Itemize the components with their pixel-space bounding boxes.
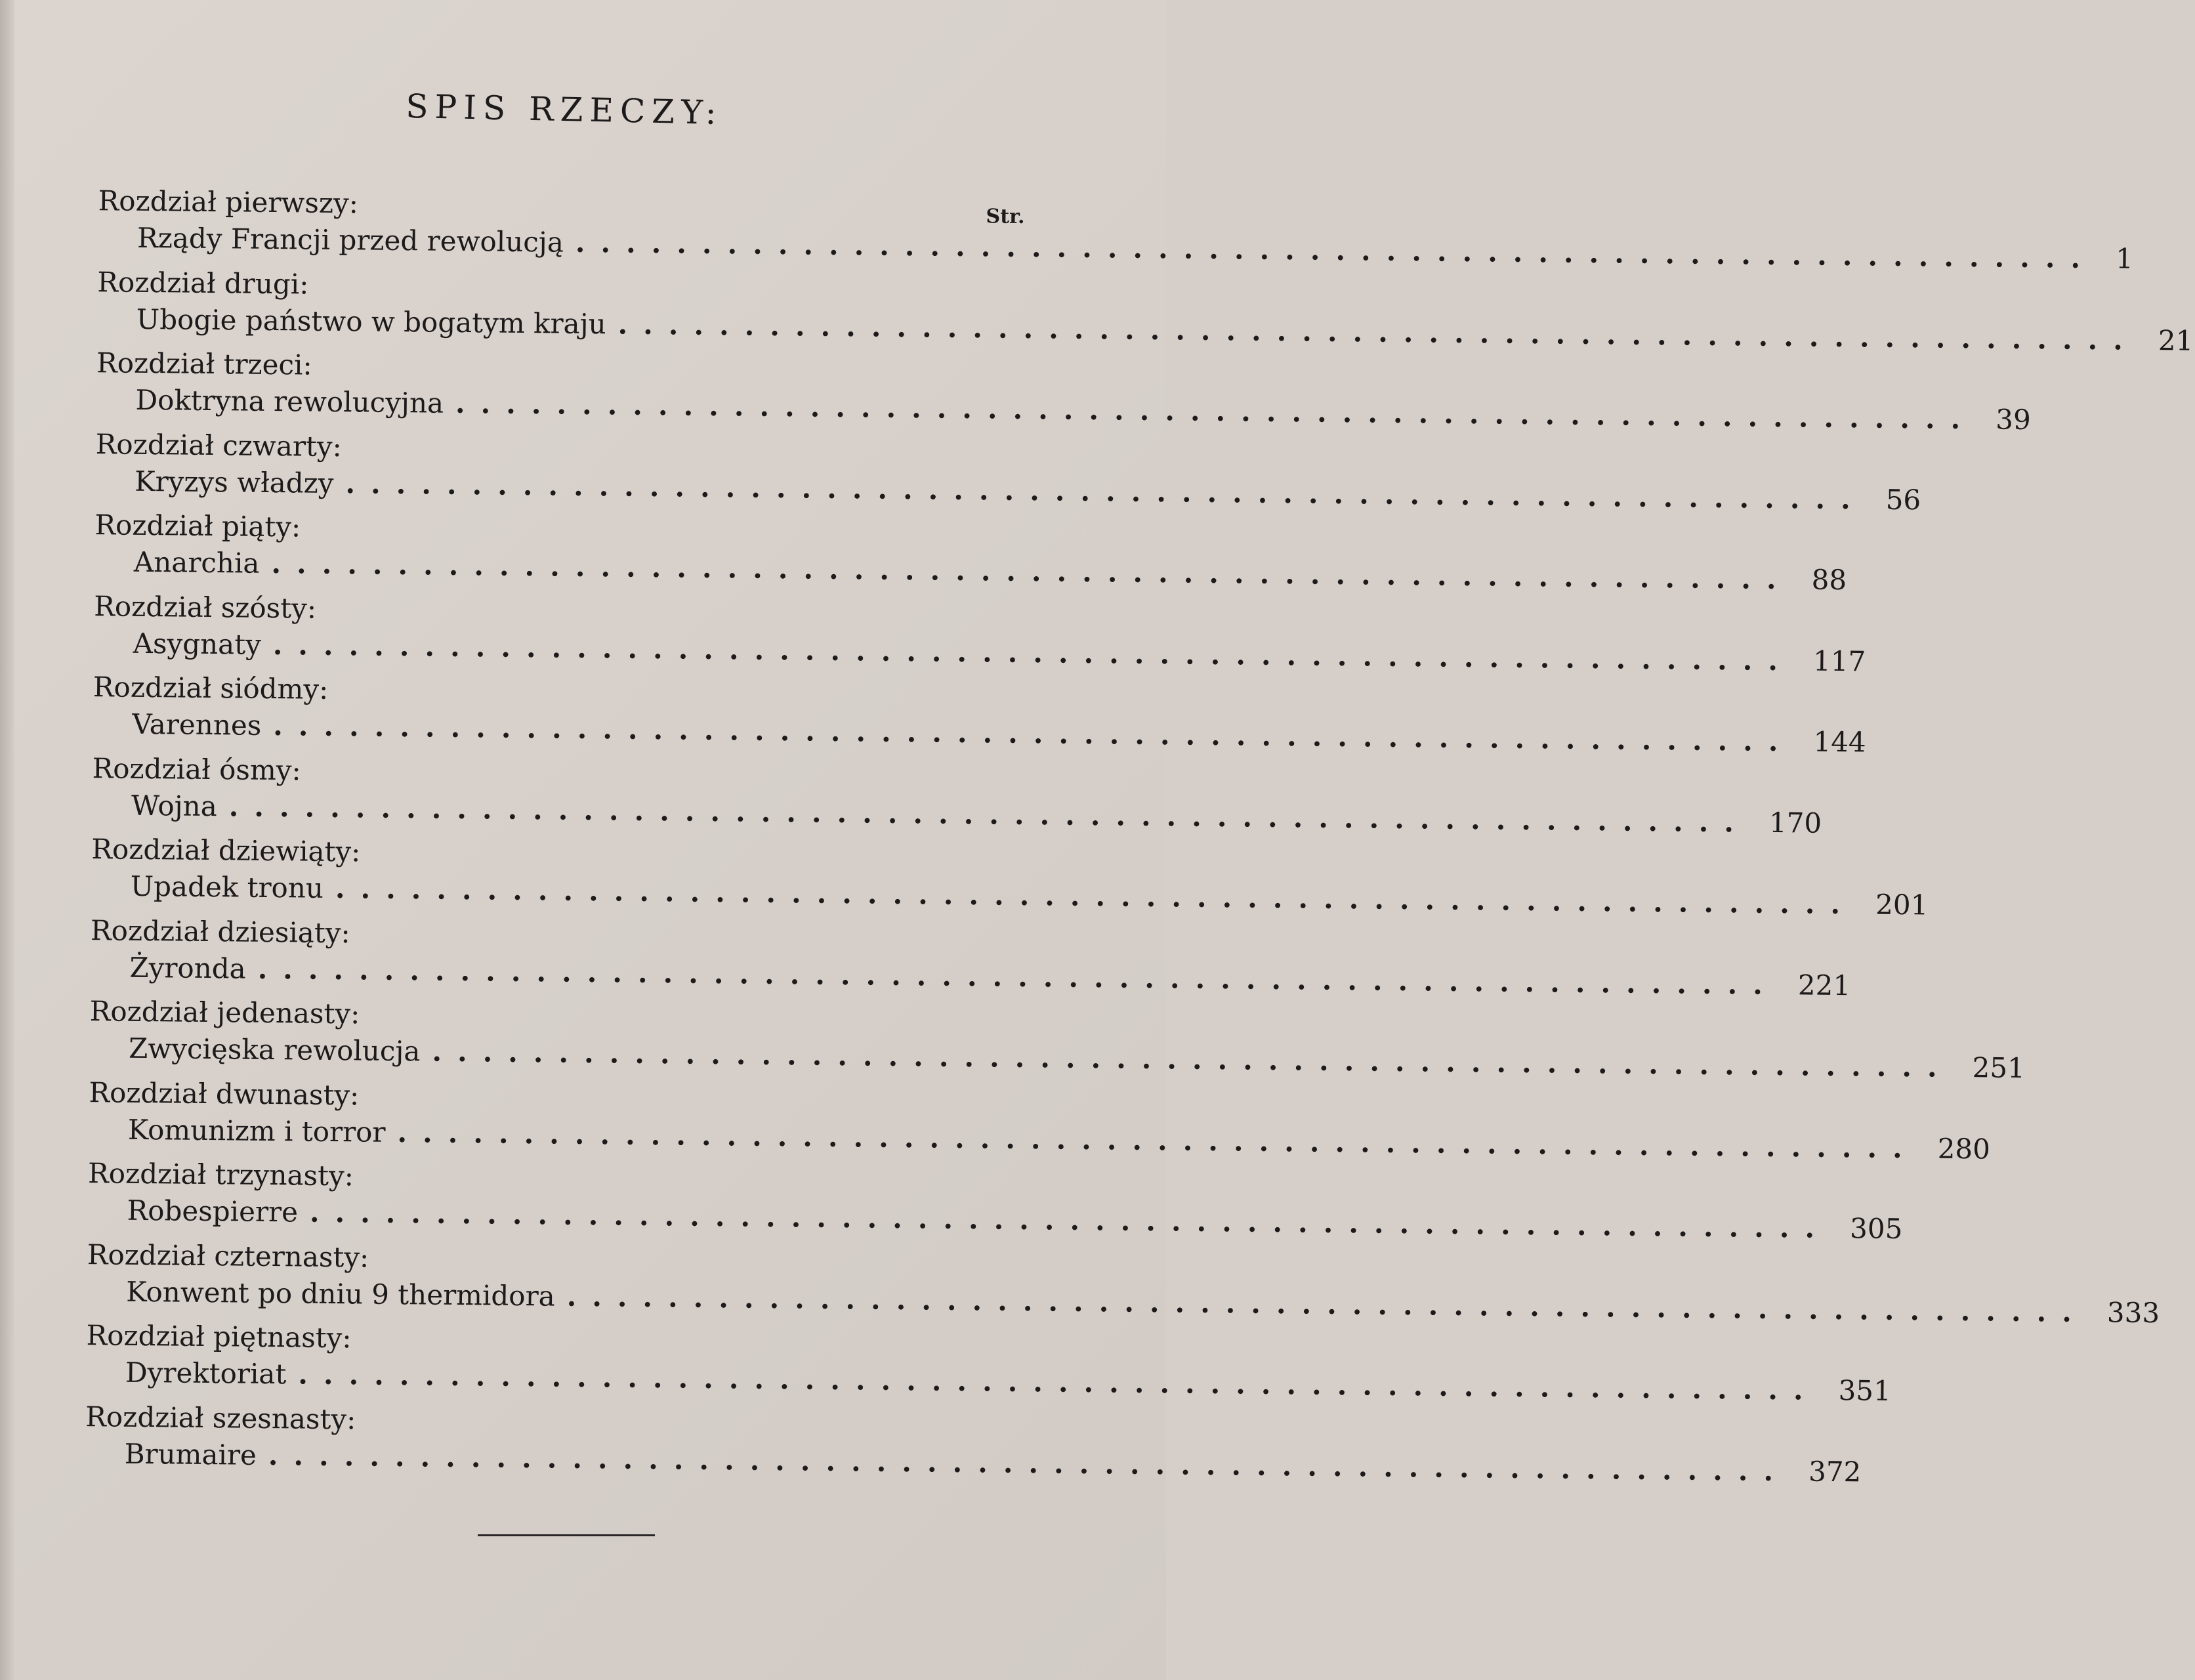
- toc-entry: [72, 1398, 1862, 1489]
- toc-entry: [73, 1317, 1892, 1408]
- toc-entries: [72, 182, 2194, 1489]
- chapter-number: Rozdział czwarty:: [95, 427, 343, 463]
- page-number: 88: [1811, 563, 1847, 597]
- chapter-title: Anarchia: [133, 545, 260, 579]
- dot-leader: ............................................................: [273, 709, 1794, 758]
- chapter-number: Rozdział ósmy:: [92, 751, 301, 786]
- page-number: 21: [2158, 324, 2194, 357]
- chapter-number: Rozdział piąty:: [94, 509, 301, 543]
- page-number: 305: [1849, 1212, 1903, 1246]
- chapter-number: Rozdział dziewiąty:: [91, 833, 361, 868]
- toc-entry: [83, 263, 2194, 357]
- chapter-number: Rozdział czternasty:: [87, 1238, 369, 1274]
- toc-entry: [80, 587, 1866, 679]
- chapter-title: Wojna: [131, 789, 218, 822]
- dot-leader: ............................................................: [309, 1196, 1831, 1244]
- dot-leader: ............................................................: [432, 1035, 1953, 1083]
- page-number: 117: [1812, 644, 1866, 677]
- chapter-number: Rozdział dziesiąty:: [90, 914, 350, 949]
- chapter-title: Żyronda: [129, 951, 246, 985]
- chapter-number: Rozdział szesnasty:: [85, 1400, 356, 1435]
- chapter-number: Rozdział siódmy:: [93, 671, 329, 705]
- dot-leader: ............................................................: [268, 1438, 1789, 1487]
- chapter-title: Asygnaty: [133, 627, 262, 661]
- toc-entry: [85, 182, 2134, 275]
- page-column-label: Str.: [986, 205, 1025, 228]
- dot-leader: ............................................................: [257, 952, 1779, 1001]
- dot-leader: ............................................................: [566, 1280, 2088, 1328]
- dot-leader: ............................................................: [298, 1358, 1819, 1406]
- chapter-title: Varennes: [132, 707, 262, 742]
- page-number: 144: [1813, 725, 1866, 759]
- chapter-number: Rozdział trzeci:: [96, 346, 312, 381]
- chapter-number: Rozdział trzynasty:: [87, 1157, 354, 1192]
- page-number: 372: [1808, 1455, 1862, 1488]
- dot-leader: ............................................................: [345, 467, 1866, 515]
- page-number: 56: [1885, 483, 1921, 516]
- chapter-title: Rządy Francji przed rewolucją: [136, 221, 564, 259]
- chapter-title: Zwycięska rewolucja: [128, 1032, 421, 1068]
- page-number: 170: [1768, 806, 1822, 839]
- page-number: 201: [1875, 888, 1929, 921]
- toc-entry: [74, 1155, 1903, 1246]
- dot-leader: ............................................................: [335, 872, 1856, 921]
- toc-entry: [76, 993, 2026, 1085]
- dot-leader: ............................................................: [272, 628, 1794, 677]
- toc-entry: [75, 1074, 1991, 1165]
- chapter-title: Doktryna rewolucyjna: [135, 383, 444, 419]
- chapter-number: Rozdział pierwszy:: [98, 184, 359, 220]
- chapter-number: Rozdział szósty:: [93, 589, 317, 625]
- chapter-title: Kryzys władzy: [134, 465, 334, 499]
- dot-leader: ............................................................: [397, 1116, 1919, 1164]
- table-of-contents: [72, 182, 2194, 1489]
- page-number: 1: [2115, 242, 2134, 275]
- chapter-number: Rozdział drugi:: [97, 265, 309, 301]
- page-number: 39: [1995, 403, 2031, 436]
- chapter-title: Upadek tronu: [130, 870, 324, 904]
- dot-leader: ............................................................: [271, 547, 1792, 596]
- page-number: 221: [1797, 968, 1851, 1001]
- toc-entry: [73, 1236, 2160, 1329]
- toc-entry: [77, 831, 1929, 922]
- chapter-number: Rozdział piętnasty:: [86, 1319, 352, 1354]
- chapter-number: Rozdział dwunasty:: [89, 1076, 360, 1111]
- toc-entry: [83, 345, 2031, 436]
- chapter-title: Ubogie państwo w bogatym kraju: [136, 303, 606, 340]
- page-number: 333: [2106, 1295, 2160, 1329]
- toc-entry: [81, 507, 1847, 598]
- page-number: 280: [1937, 1132, 1991, 1165]
- dot-leader: ............................................................: [228, 789, 1750, 839]
- toc-entry: [82, 425, 1921, 516]
- chapter-number: Rozdział jedenasty:: [89, 995, 360, 1030]
- dot-leader: ............................................................: [575, 226, 2097, 275]
- page-number: 351: [1838, 1374, 1892, 1407]
- chapter-title: Komunizm i torror: [127, 1113, 386, 1148]
- dot-leader: ............................................................: [455, 387, 1976, 436]
- closing-rule: [478, 1534, 655, 1536]
- toc-entry: [77, 912, 1851, 1003]
- chapter-title: Dyrektoriat: [125, 1356, 287, 1391]
- chapter-title: Brumaire: [124, 1437, 257, 1471]
- chapter-title: Robespierre: [127, 1194, 299, 1228]
- page-number: 251: [1972, 1051, 2026, 1085]
- toc-entry: [79, 749, 1822, 841]
- toc-entry: [79, 669, 1866, 760]
- dot-leader: ............................................................: [617, 308, 2139, 356]
- chapter-title: Konwent po dniu 9 thermidora: [126, 1275, 555, 1312]
- page-title: SPIS RZECZY:: [405, 87, 724, 133]
